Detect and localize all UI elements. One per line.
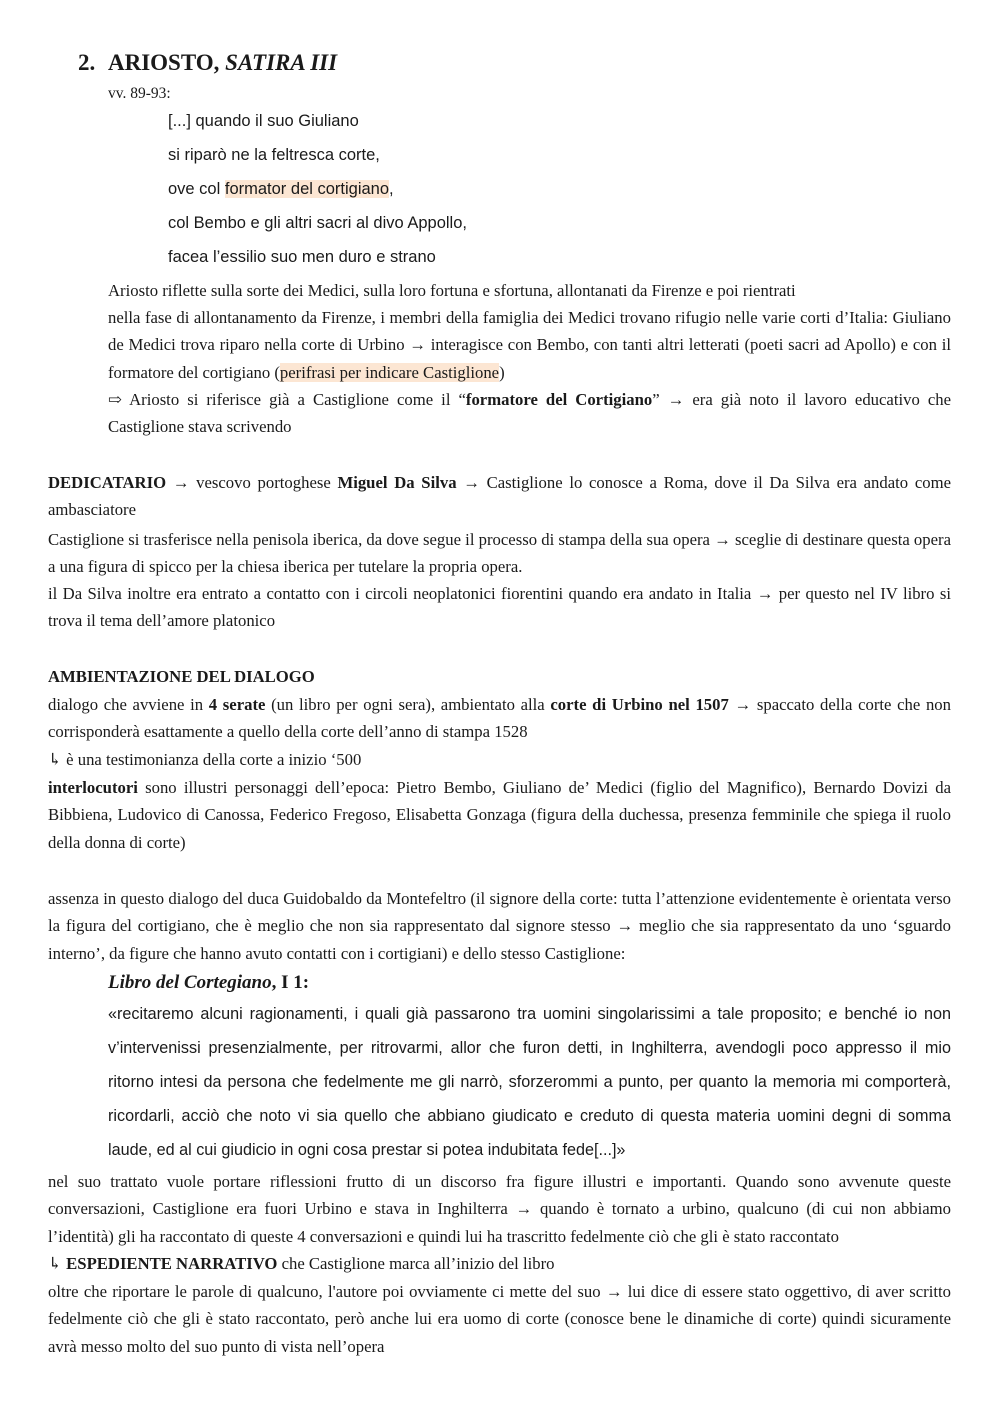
quote-title: Libro del Cortegiano, I 1: bbox=[108, 972, 310, 993]
paragraph-dedicatario: DEDICATARIO → vescovo portoghese Miguel Da Silva → Castiglione lo conosce a Roma, dove il Da Silva era andato come ambasciatore bbox=[48, 473, 951, 520]
verse-line: ove col formator del cortigiano, bbox=[168, 180, 394, 198]
paragraph-interlocutori: interlocutori sono illustri personaggi dell’epoca: Pietro Bembo, Giuliano de’ Medici (figlio del Magnifico), Bernardo Dovizi da Bibbiena, Ludovico di Canossa, Federico Fregoso, Elisabetta Gonzaga (figura della duchessa, presenza femminile che spiega il ruolo della donna di corte) bbox=[48, 778, 951, 852]
verse-line: col Bembo e gli altri sacri al divo Appollo, bbox=[168, 214, 467, 232]
verse-reference: vv. 89-93: bbox=[108, 85, 171, 102]
verse-line: si riparò ne la feltresca corte, bbox=[168, 146, 380, 164]
paragraph-assenza: assenza in questo dialogo del duca Guidobaldo da Montefeltro (il signore della corte: tutta l’attenzione evidentemente è orientata verso la figura del cortigiano, che è meglio che non sia rappresentato dal signore stesso → meglio che sia rappresentato da uno ‘sguardo interno’, da figure che hanno avuto contatti con i cortigiani) e dello stesso Castiglione: bbox=[48, 889, 951, 963]
paragraph-ariosto-2: nella fase di allontanamento da Firenze, i membri della famiglia dei Medici trovano rifugio nelle varie corti d’Italia: Giuliano de Medici trova riparo nella corte di Urbino → interagisce con Bembo, con tanti altri letterati (poeti sacri ad Apollo) e con il formatore del cortigiano (perifrasi per indicare Castiglione) bbox=[108, 308, 951, 382]
section-number: 2. bbox=[78, 50, 96, 75]
paragraph-testimonianza: ↳ è una testimonianza della corte a inizio ‘500 bbox=[48, 750, 362, 769]
verse-line: facea l’essilio suo men duro e strano bbox=[168, 248, 436, 266]
section-heading bbox=[78, 48, 337, 78]
paragraph-espediente: ↳ ESPEDIENTE NARRATIVO che Castiglione marca all’inizio del libro bbox=[48, 1254, 555, 1273]
paragraph-ariosto-1: Ariosto riflette sulla sorte dei Medici, sulla loro fortuna e sfortuna, allontanati da Firenze e poi rientrati bbox=[108, 281, 796, 300]
paragraph-dedicatario-2: Castiglione si trasferisce nella penisola iberica, da dove segue il processo di stampa della sua opera → sceglie di destinare questa opera a una figura di spicco per la chiesa iberica per tutelare la propria opera. bbox=[48, 530, 951, 577]
section-title-work: SATIRA III bbox=[225, 50, 338, 75]
verse-line: [...] quando il suo Giuliano bbox=[168, 112, 359, 130]
paragraph-conclusione: oltre che riportare le parole di qualcuno, l'autore poi ovviamente ci mette del suo → lui dice di essere stato oggettivo, di aver scritto fedelmente ciò che gli è stato raccontato, però anche lui era uomo di corte (conosce bene le dinamiche di corte) quindi sicuramente avrà messo molto del suo punto di vista nell’opera bbox=[48, 1282, 951, 1356]
quote-block: «recitaremo alcuni ragionamenti, i quali già passarono tra uomini singolarissimi a tale proposito; e benché io non v’intervenissi presenzialmente, per ritrovarmi, allor che furon detti, in Inghilterra, avendogli poco appresso il mio ritorno intesi da persona che fedelmente me gli narrò, sforzerommi a punto, per quanto la memoria mi comporterà, ricordarli, acciò che noto vi sia quello che abbiano giudicato e creduto di questa materia uomini degni di somma laude, ed al cui giudicio in ogni cosa prestar si potea indubitata fede[...]» bbox=[108, 1005, 951, 1159]
ambientazione-heading: AMBIENTAZIONE DEL DIALOGO bbox=[48, 667, 315, 686]
section-title-author: ARIOSTO, bbox=[108, 50, 220, 75]
dedicatario-label: DEDICATARIO bbox=[48, 473, 167, 492]
highlight: perifrasi per indicare Castiglione bbox=[279, 362, 500, 382]
verse-block bbox=[168, 104, 467, 274]
paragraph-ambientazione: dialogo che avviene in 4 serate (un libro per ogni sera), ambientato alla corte di Urbino nel 1507 → spaccato della corte che non corrisponderà esattamente a quello della corte dell’anno di stampa 1528 bbox=[48, 695, 951, 742]
highlight: formator del cortigiano bbox=[224, 180, 390, 198]
paragraph-trattato: nel suo trattato vuole portare riflessioni frutto di un discorso fra figure illustri e importanti. Quando sono avvenute queste conversazioni, Castiglione era fuori Urbino e stava in Inghilterra → quando è tornato a urbino, qualcuno (di cui non abbiamo l’identità) gli ha raccontato di queste 4 conversazioni e quindi lui ha trascritto fedelmente ciò che gli è stato raccontato bbox=[48, 1172, 951, 1246]
paragraph-ariosto-3: ⇨ Ariosto si riferisce già a Castiglione come il “formatore del Cortigiano” → era già noto il lavoro educativo che Castiglione stava scrivendo bbox=[108, 390, 951, 437]
paragraph-dedicatario-3: il Da Silva inoltre era entrato a contatto con i circoli neoplatonici fiorentini quando era andato in Italia → per questo nel IV libro si trova il tema dell’amore platonico bbox=[48, 584, 951, 631]
